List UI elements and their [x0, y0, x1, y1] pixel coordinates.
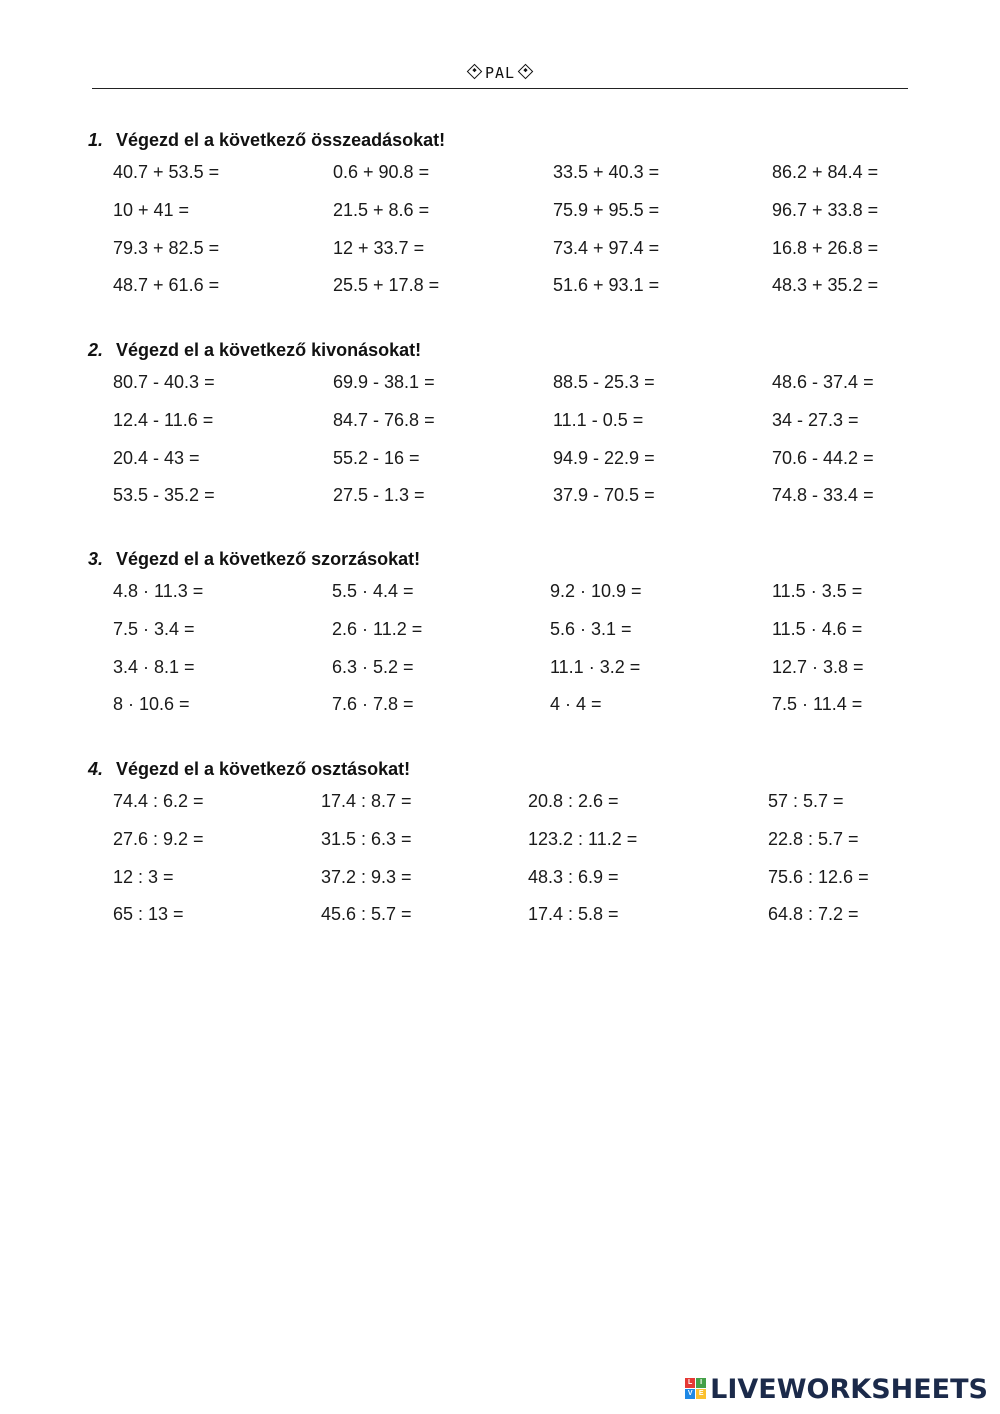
math-problem: 40.7 + 53.5 = — [113, 162, 220, 182]
math-problem: 86.2 + 84.4 = — [772, 162, 879, 182]
section-instruction: Végezd el a következő osztásokat! — [116, 759, 411, 779]
math-problem: 48.3 : 6.9 = — [528, 867, 619, 887]
math-problem: 5.5 · 4.4 = — [332, 581, 414, 601]
math-problem: 6.3 · 5.2 = — [332, 657, 414, 677]
math-problem: 75.9 + 95.5 = — [553, 200, 660, 220]
math-problem: 64.8 : 7.2 = — [768, 904, 859, 924]
math-problem: 27.5 - 1.3 = — [333, 485, 425, 505]
math-problem: 7.5 · 11.4 = — [772, 694, 863, 714]
math-problem: 21.5 + 8.6 = — [333, 200, 430, 220]
problem-grid — [88, 789, 918, 929]
math-problem: 11.5 · 4.6 = — [772, 619, 863, 639]
section-title — [88, 545, 918, 573]
logo-square: L — [685, 1378, 695, 1388]
math-problem: 8 · 10.6 = — [113, 694, 190, 714]
header-text: PAL — [484, 64, 516, 82]
math-problem: 80.7 - 40.3 = — [113, 372, 215, 392]
math-problem: 45.6 : 5.7 = — [321, 904, 412, 924]
math-problem: 10 + 41 = — [113, 200, 190, 220]
math-problem: 34 - 27.3 = — [772, 410, 859, 430]
math-problem: 94.9 - 22.9 = — [553, 448, 655, 468]
problem-grid — [88, 160, 918, 300]
page-header — [92, 60, 908, 89]
logo-text: LIVEWORKSHEETS — [710, 1373, 988, 1405]
math-problem: 75.6 : 12.6 = — [768, 867, 869, 887]
math-problem: 88.5 - 25.3 = — [553, 372, 655, 392]
math-problem: 4 · 4 = — [550, 694, 602, 714]
math-problem: 37.9 - 70.5 = — [553, 485, 655, 505]
math-problem: 53.5 - 35.2 = — [113, 485, 215, 505]
math-problem: 12 : 3 = — [113, 867, 174, 887]
math-problem: 73.4 + 97.4 = — [553, 238, 660, 258]
math-problem: 12.4 - 11.6 = — [113, 410, 214, 430]
math-problem: 3.4 · 8.1 = — [113, 657, 195, 677]
math-problem: 7.5 · 3.4 = — [113, 619, 195, 639]
math-problem: 12 + 33.7 = — [333, 238, 425, 258]
math-problem: 74.4 : 6.2 = — [113, 791, 204, 811]
math-problem: 20.8 : 2.6 = — [528, 791, 619, 811]
math-problem: 84.7 - 76.8 = — [333, 410, 435, 430]
math-problem: 33.5 + 40.3 = — [553, 162, 660, 182]
math-problem: 5.6 · 3.1 = — [550, 619, 632, 639]
section-title — [88, 336, 918, 364]
logo-mark-icon — [685, 1378, 707, 1400]
math-problem: 22.8 : 5.7 = — [768, 829, 859, 849]
math-problem: 11.1 - 0.5 = — [553, 410, 644, 430]
exercise-section-2 — [88, 336, 918, 510]
math-problem: 74.8 - 33.4 = — [772, 485, 874, 505]
math-problem: 79.3 + 82.5 = — [113, 238, 220, 258]
exercise-section-4 — [88, 755, 918, 929]
logo-square: V — [685, 1389, 695, 1399]
logo-square: I — [696, 1378, 706, 1388]
liveworksheets-logo — [685, 1374, 988, 1404]
math-problem: 17.4 : 8.7 = — [321, 791, 412, 811]
math-problem: 4.8 · 11.3 = — [113, 581, 204, 601]
math-problem: 48.6 - 37.4 = — [772, 372, 874, 392]
math-problem: 51.6 + 93.1 = — [553, 275, 660, 295]
problem-grid — [88, 579, 918, 719]
problem-grid — [88, 370, 918, 510]
section-instruction: Végezd el a következő összeadásokat! — [116, 130, 446, 150]
math-problem: 9.2 · 10.9 = — [550, 581, 642, 601]
math-problem: 65 : 13 = — [113, 904, 184, 924]
section-number: 3. — [88, 549, 104, 569]
header-label — [464, 64, 536, 82]
section-title — [88, 126, 918, 154]
math-problem: 16.8 + 26.8 = — [772, 238, 879, 258]
diamond-icon — [467, 64, 483, 80]
math-problem: 11.5 · 3.5 = — [772, 581, 863, 601]
math-problem: 37.2 : 9.3 = — [321, 867, 412, 887]
math-problem: 7.6 · 7.8 = — [332, 694, 414, 714]
math-problem: 96.7 + 33.8 = — [772, 200, 879, 220]
math-problem: 17.4 : 5.8 = — [528, 904, 619, 924]
section-title — [88, 755, 918, 783]
section-instruction: Végezd el a következő szorzásokat! — [116, 549, 421, 569]
math-problem: 27.6 : 9.2 = — [113, 829, 204, 849]
math-problem: 48.7 + 61.6 = — [113, 275, 220, 295]
math-problem: 69.9 - 38.1 = — [333, 372, 435, 392]
section-number: 1. — [88, 130, 104, 150]
math-problem: 12.7 · 3.8 = — [772, 657, 864, 677]
logo-square: E — [696, 1389, 706, 1399]
exercise-section-1 — [88, 126, 918, 300]
math-problem: 0.6 + 90.8 = — [333, 162, 430, 182]
section-number: 2. — [88, 340, 104, 360]
math-problem: 2.6 · 11.2 = — [332, 619, 423, 639]
section-instruction: Végezd el a következő kivonásokat! — [116, 340, 422, 360]
math-problem: 55.2 - 16 = — [333, 448, 420, 468]
math-problem: 57 : 5.7 = — [768, 791, 844, 811]
math-problem: 25.5 + 17.8 = — [333, 275, 440, 295]
math-problem: 48.3 + 35.2 = — [772, 275, 879, 295]
diamond-icon — [518, 64, 534, 80]
section-number: 4. — [88, 759, 104, 779]
math-problem: 123.2 : 11.2 = — [528, 829, 638, 849]
exercise-section-3 — [88, 545, 918, 719]
math-problem: 70.6 - 44.2 = — [772, 448, 874, 468]
math-problem: 11.1 · 3.2 = — [550, 657, 641, 677]
math-problem: 31.5 : 6.3 = — [321, 829, 412, 849]
math-problem: 20.4 - 43 = — [113, 448, 200, 468]
